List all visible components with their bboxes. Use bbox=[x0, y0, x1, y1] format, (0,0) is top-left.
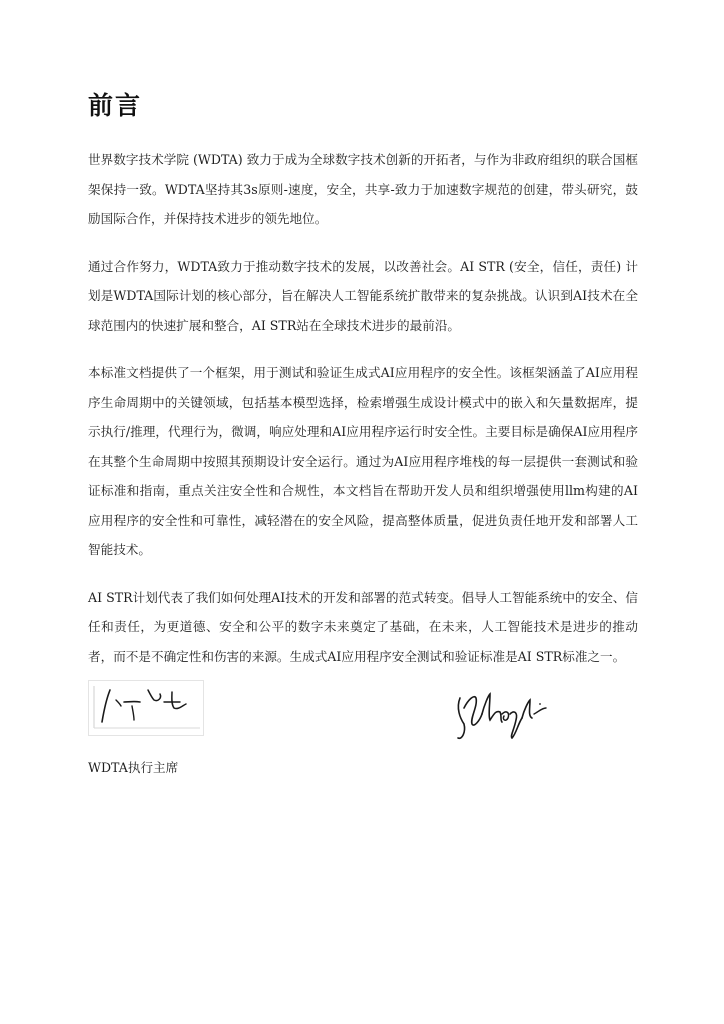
paragraph-paradigm: AI STR计划代表了我们如何处理AI技术的开发和部署的范式转变。倡导人工智能系统中的安全、信任和责任，为更道德、安全和公平的数字未来奠定了基础，在未来，人工智能技术是进步的推动者，而不是不确定性和伤害的来源。生成式AI应用程序安全测试和验证标准是AI STR标准之一。 bbox=[88, 589, 638, 664]
paragraph-framework: 本标准文档提供了一个框架，用于测试和验证生成式AI应用程序的安全性。该框架涵盖了AI应用程序生命周期中的关键领域，包括基本模型选择，检索增强生成设计模式中的嵌入和矢量数据库，提示执行/推理，代理行为，微调，响应处理和AI应用程序运行时安全性。主要目标是确保AI应用程序在其整个生命周期中按照其预期设计安全运行。通过为AI应用程序堆栈的每一层提供一套测试和验证标准和指南，重点关注安全性和合规性，本文档旨在帮助开发人员和组织增强使用llm构建的AI应用程序的安全性和可靠性，减轻潜在的安全风险，提高整体质量，促进负责任地开发和部署人工智能技术。 bbox=[88, 365, 638, 557]
paragraph-ai-str: 通过合作努力，WDTA致力于推动数字技术的发展，以改善社会。AI STR (安全，信任，责任) 计划是WDTA国际计划的核心部分，旨在解决人工智能系统扩散带来的复杂挑战。认识到AI技术在全球范围内的快速扩展和整合，AI STR站在全球技术进步的最前沿。 bbox=[88, 258, 638, 333]
signature-left-image bbox=[88, 680, 204, 736]
signature-caption: WDTA执行主席 bbox=[88, 760, 179, 775]
paragraph-intro: 世界数字技术学院 (WDTA) 致力于成为全球数字技术创新的开拓者，与作为非政府组织的联合国框架保持一致。WDTA坚持其3s原则-速度，安全，共享-致力于加速数字规范的创建，带头研究，鼓励国际合作，并保持技术进步的领先地位。 bbox=[88, 152, 638, 226]
document-body bbox=[88, 145, 638, 689]
signature-right-image bbox=[452, 684, 552, 744]
page-title: 前言 bbox=[88, 91, 143, 120]
